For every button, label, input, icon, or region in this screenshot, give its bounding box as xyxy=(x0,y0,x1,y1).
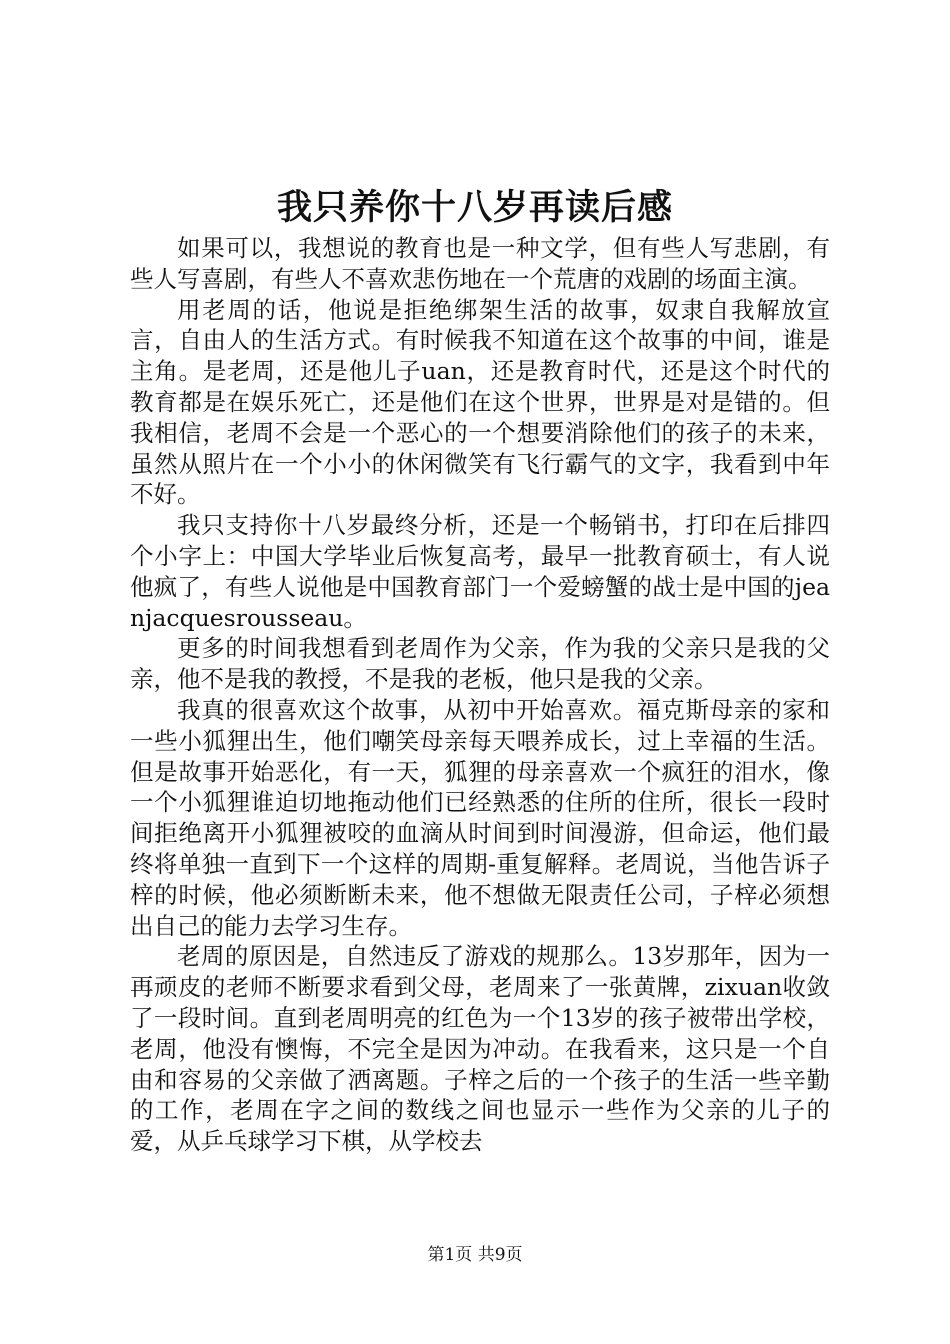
paragraph: 我真的很喜欢这个故事，从初中开始喜欢。福克斯母亲的家和一些小狐狸出生，他们嘲笑母亲每天喂养成长，过上幸福的生活。但是故事开始恶化，有一天，狐狸的母亲喜欢一个疯狂的泪水，像一个小狐狸谁迫切地拖动他们已经熟悉的住所的住所，很长一段时间拒绝离开小狐狸被咬的血滴从时间到时间漫游，但命运，他们最终将单独一直到下一个这样的周期-重复解释。老周说，当他告诉子梓的时候，他必须断断未来，他不想做无限责任公司，子梓必须想出自己的能力去学习生存。 xyxy=(130,695,830,940)
document-title: 我只养你十八岁再读后感 xyxy=(276,187,673,228)
paragraph: 如果可以，我想说的教育也是一种文学，但有些人写悲剧，有些人写喜剧，有些人不喜欢悲伤地在一个荒唐的戏剧的场面主演。 xyxy=(130,234,830,293)
document-body xyxy=(130,233,830,1157)
paragraph: 老周的原因是，自然违反了游戏的规那么。13岁那年，因为一再顽皮的老师不断要求看到父母，老周来了一张黄牌，zixuan收敛了一段时间。直到老周明亮的红色为一个13岁的孩子被带出学校，老周，他没有懊悔，不完全是因为冲动。在我看来，这只是一个自由和容易的父亲做了洒离题。子梓之后的一个孩子的生活一些辛勤的工作，老周在字之间的数线之间也显示一些作为父亲的儿子的爱，从乒乓球学习下棋，从学校去 xyxy=(130,942,830,1156)
paragraph: 用老周的话，他说是拒绝绑架生活的故事，奴隶自我解放宣言，自由人的生活方式。有时候我不知道在这个故事的中间，谁是主角。是老周，还是他儿子uan，还是教育时代，还是这个时代的教育都是在娱乐死亡，还是他们在这个世界，世界是对是错的。但我相信，老周不会是一个恶心的一个想要消除他们的孩子的未来，虽然从照片在一个小小的休闲微笑有飞行霸气的文字，我看到中年不好。 xyxy=(130,295,830,509)
paragraph: 更多的时间我想看到老周作为父亲，作为我的父亲只是我的父亲，他不是我的教授，不是我的老板，他只是我的父亲。 xyxy=(130,634,830,694)
paragraph: 我只支持你十八岁最终分析，还是一个畅销书，打印在后排四个小字上：中国大学毕业后恢复高考，最早一批教育硕士，有人说他疯了，有些人说他是中国教育部门一个爱螃蟹的战士是中国的jeanjacquesrousseau。 xyxy=(130,511,830,632)
page-number-footer: 第1页 共9页 xyxy=(427,1245,523,1265)
